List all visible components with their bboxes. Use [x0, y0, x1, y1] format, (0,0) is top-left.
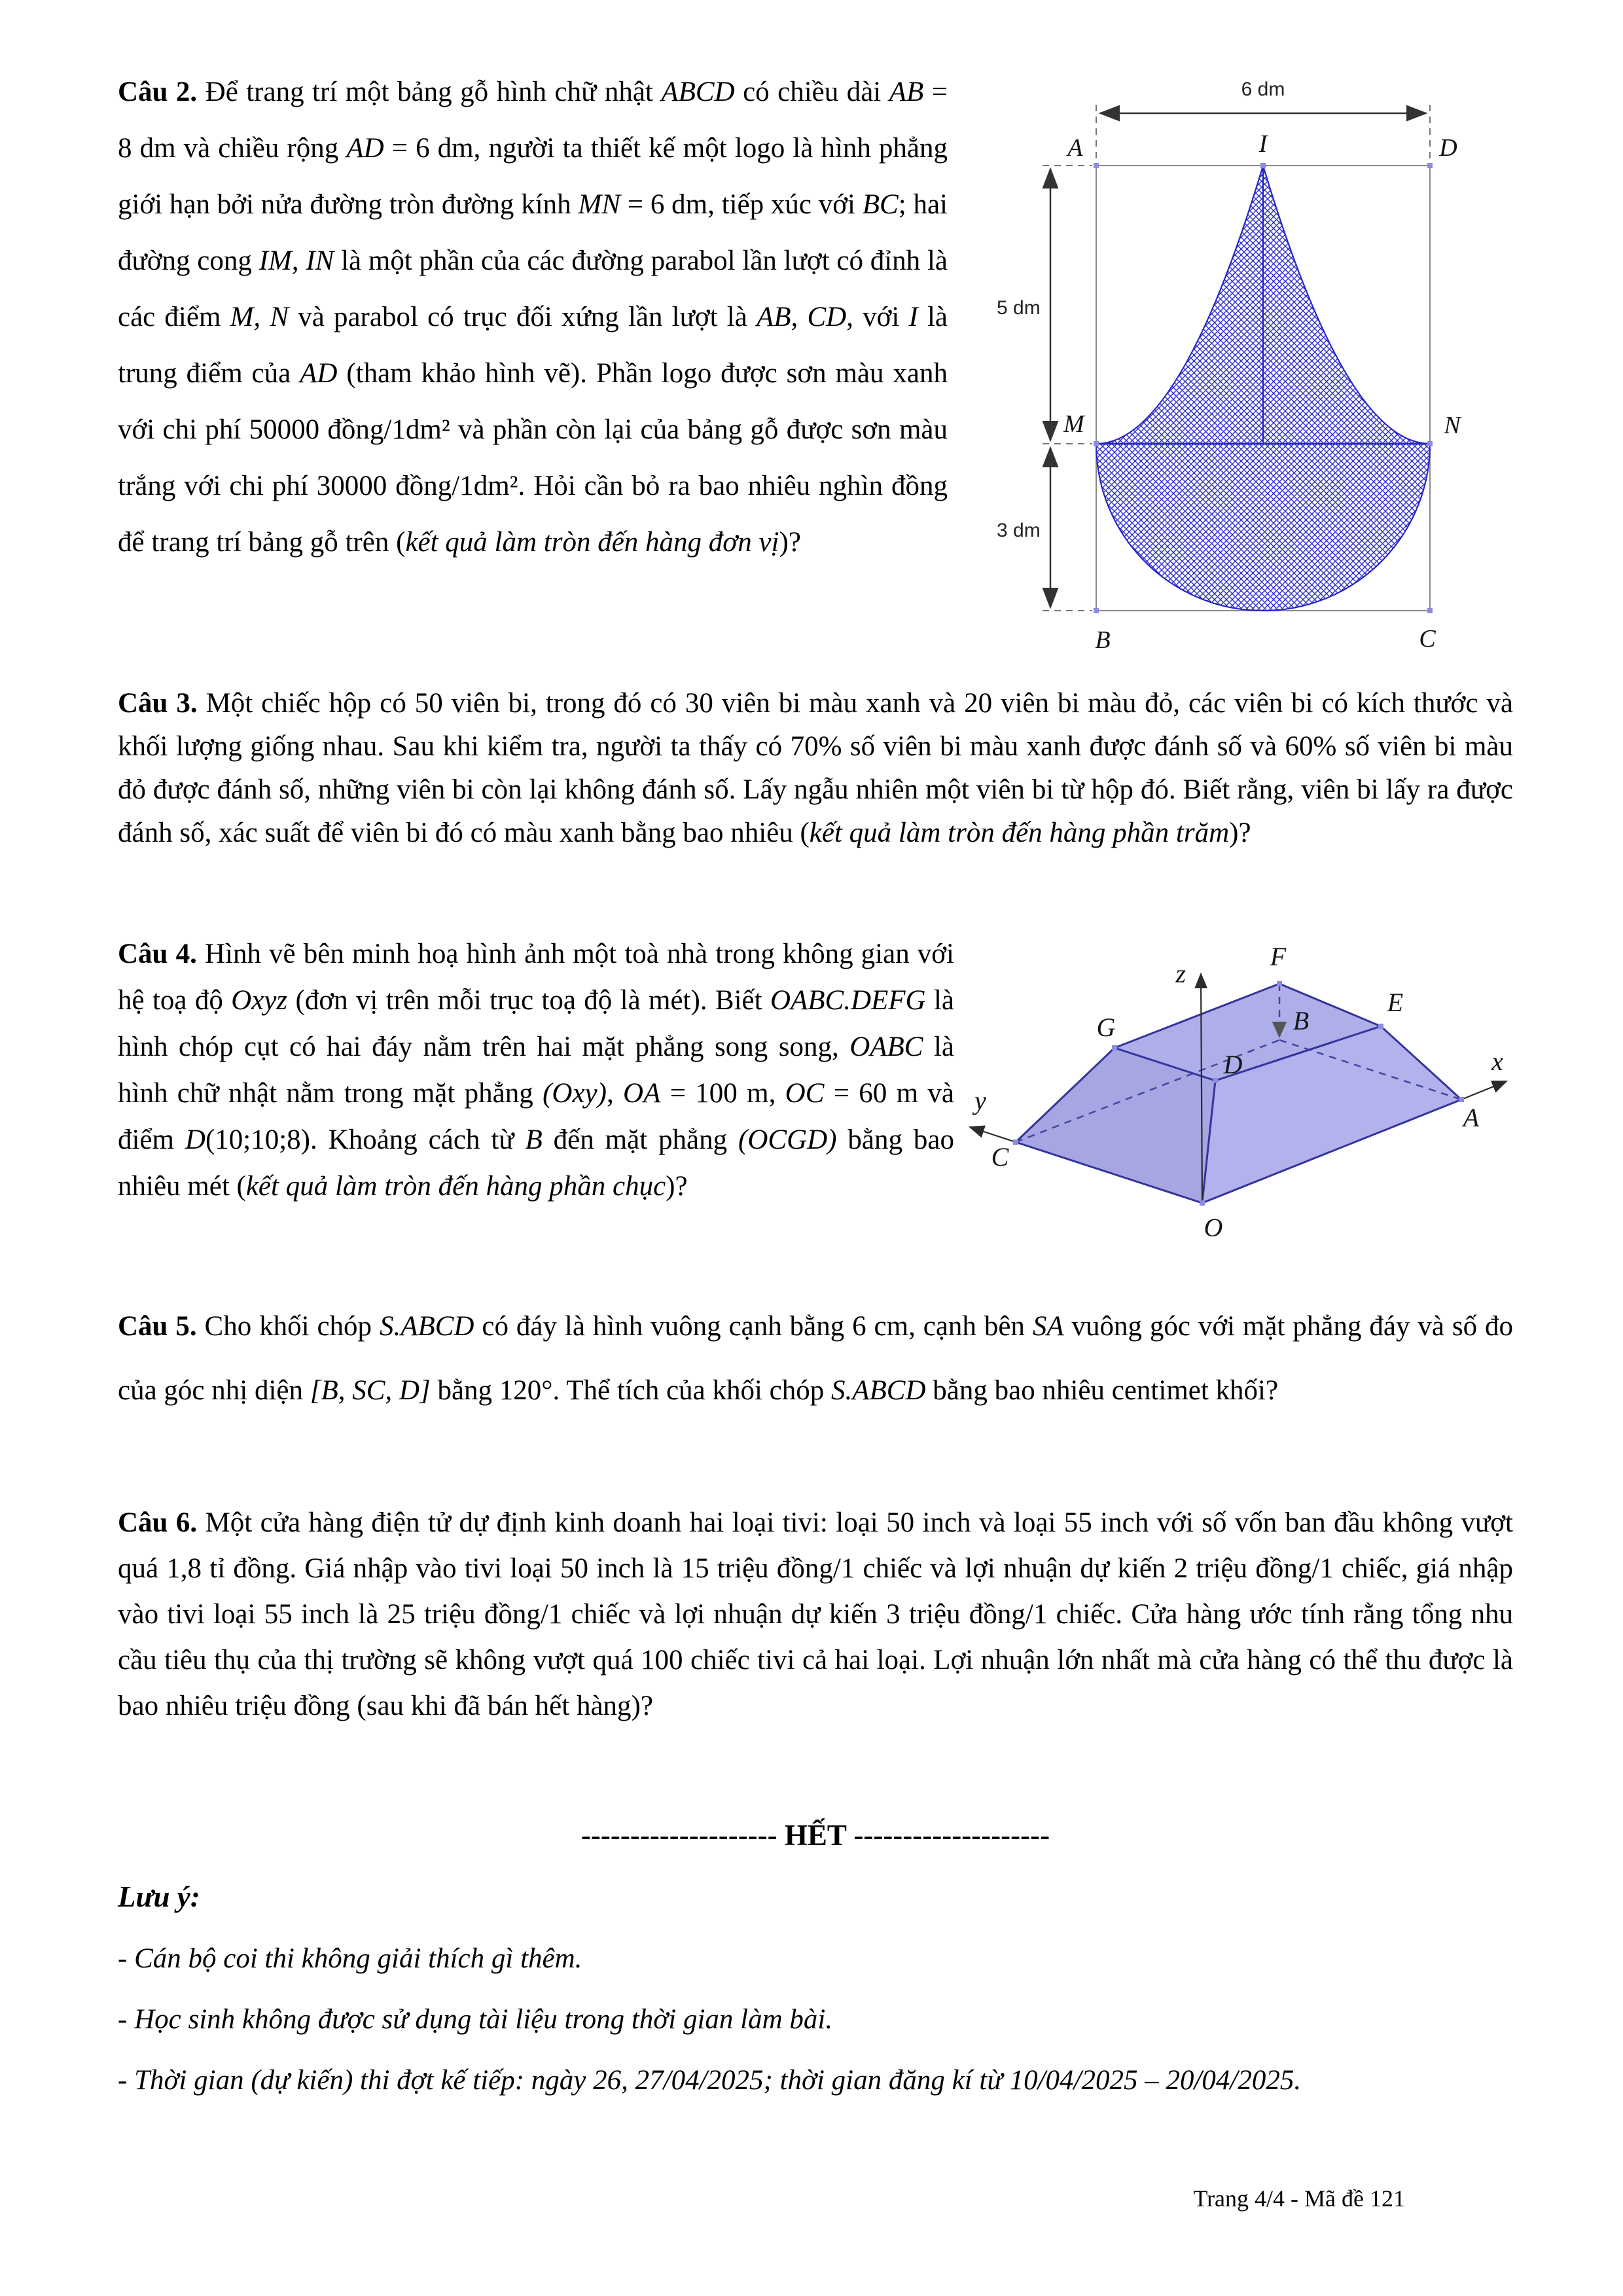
label-N: N	[1444, 412, 1461, 439]
notes-title: Lưu ý:	[118, 1880, 200, 1913]
question-4-text: Câu 4. Hình vẽ bên minh hoạ hình ảnh một toà nhà trong không gian với hệ toạ độ Oxyz (đơn vị trên mỗi trục toạ độ là mét). Biết OABC.DEFG là hình chóp cụt có hai đáy nằm trên hai mặt phẳng song song, OABC là hình chữ nhật nằm trong mặt phẳng (Oxy), OA = 100 m, OC = 60 m và điểm D(10;10;8). Khoảng cách từ B đến mặt phẳng (OCGD) bằng bao nhiêu mét (kết quả làm tròn đến hàng phần chục)?	[118, 939, 955, 1202]
notes-section	[118, 1880, 1518, 2096]
end-divider-text: -------------------- HẾT --------------------	[580, 1819, 1050, 1852]
page-footer: Trang 4/4 - Mã đề 121	[1193, 2185, 1405, 2212]
label-y: y	[974, 1086, 986, 1115]
label-I: I	[1258, 130, 1268, 158]
note-item-2: - Học sinh không được sử dụng tài liệu trong thời gian làm bài.	[118, 2004, 833, 2035]
label-E: E	[1387, 988, 1404, 1017]
label-B: B	[1293, 1006, 1310, 1035]
label-D: D	[1223, 1050, 1243, 1079]
dimension-3dm-label: 3 dm	[997, 520, 1041, 541]
question-2	[118, 64, 948, 571]
label-A: A	[1067, 134, 1083, 162]
note-item-3: - Thời gian (dự kiến) thi đợt kế tiếp: ngày 26, 27/04/2025; thời gian đăng kí từ 10/04/2025 – 20/04/2025.	[118, 2065, 1302, 2096]
label-O: O	[1204, 1213, 1223, 1242]
question-4	[118, 931, 954, 1210]
label-G: G	[1096, 1013, 1116, 1042]
label-F: F	[1270, 942, 1287, 971]
dimension-width-label: 6 dm	[1241, 79, 1285, 100]
x-axis	[1461, 1081, 1507, 1100]
note-item-1: - Cán bộ coi thi không giải thích gì thêm.	[118, 1943, 582, 1974]
label-x: x	[1491, 1047, 1503, 1076]
label-A: A	[1463, 1103, 1480, 1132]
question-5-text: Câu 5. Cho khối chóp S.ABCD có đáy là hình vuông cạnh bằng 6 cm, cạnh bên SA vuông góc với mặt phẳng đáy và số đo của góc nhị diện [B, SC, D] bằng 120°. Thể tích của khối chóp S.ABCD bằng bao nhiêu centimet khối?	[118, 1311, 1513, 1406]
question-2-text: Câu 2. Để trang trí một bảng gỗ hình chữ nhật ABCD có chiều dài AB = 8 dm và chiều rộng AD = 6 dm, người ta thiết kế một logo là hình phẳng giới hạn bởi nửa đường tròn đường kính MN = 6 dm, tiếp xúc với BC; hai đường cong IM, IN là một phần của các đường parabol lần lượt có đỉnh là các điểm M, N và parabol có trục đối xứng lần lượt là AB, CD, với I là trung điểm của AD (tham khảo hình vẽ). Phần logo được sơn màu xanh với chi phí 50000 đồng/1dm² và phần còn lại của bảng gỗ được sơn màu trắng với chi phí 30000 đồng/1dm². Hỏi cần bỏ ra bao nhiêu nghìn đồng để trang trí bảng gỗ trên (kết quả làm tròn đến hàng đơn vị)?	[118, 77, 948, 558]
building-frustum-figure	[942, 912, 1623, 1285]
question-3-text: Câu 3. Một chiếc hộp có 50 viên bi, trong đó có 30 viên bi màu xanh và 20 viên bi màu đỏ, các viên bi có kích thước và khối lượng giống nhau. Sau khi kiểm tra, người ta thấy có 70% số viên bi màu xanh được đánh số và 60% số viên bi màu đỏ được đánh số, những viên bi còn lại không đánh số. Lấy ngẫu nhiên một viên bi từ hộp đó. Biết rằng, viên bi lấy ra được đánh số, xác suất để viên bi đó có màu xanh bằng bao nhiêu (kết quả làm tròn đến hàng phần trăm)?	[118, 688, 1514, 848]
question-5	[118, 1295, 1513, 1423]
label-B: B	[1095, 626, 1111, 654]
dimension-5dm-label: 5 dm	[997, 297, 1041, 319]
end-divider	[118, 1818, 1513, 1852]
question-6	[118, 1500, 1513, 1729]
logo-board-figure	[985, 58, 1472, 656]
label-M: M	[1063, 410, 1084, 438]
y-axis	[970, 1127, 1016, 1142]
question-3	[118, 682, 1513, 855]
label-z: z	[1175, 959, 1186, 988]
label-C: C	[991, 1142, 1009, 1172]
label-C: C	[1419, 625, 1436, 653]
question-6-text: Câu 6. Một cửa hàng điện tử dự định kinh doanh hai loại tivi: loại 50 inch và loại 55 inch với số vốn ban đầu không vượt quá 1,8 tỉ đồng. Giá nhập vào tivi loại 50 inch là 15 triệu đồng/1 chiếc và lợi nhuận dự kiến 2 triệu đồng/1 chiếc, giá nhập vào tivi loại 55 inch là 25 triệu đồng/1 chiếc và lợi nhuận dự kiến 3 triệu đồng/1 chiếc. Cửa hàng ước tính rằng tổng nhu cầu tiêu thụ của thị trường sẽ không vượt quá 100 chiếc tivi cả hai loại. Lợi nhuận lớn nhất mà cửa hàng có thể thu được là bao nhiêu triệu đồng (sau khi đã bán hết hàng)?	[118, 1507, 1513, 1721]
label-D: D	[1439, 134, 1457, 162]
